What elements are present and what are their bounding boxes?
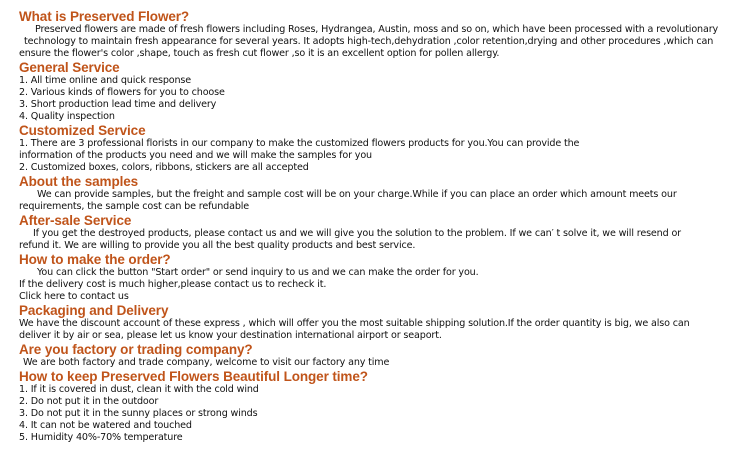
- heading-what-is-preserved-flower: What is Preserved Flower?: [19, 9, 190, 24]
- heading-about-the-samples: About the samples: [19, 174, 139, 189]
- text-line: technology to maintain fresh appearance for several years. It adopts high-tech,dehydration ,color retention,drying and other procedures ,which can: [24, 36, 714, 47]
- list-item: 2. Do not put it in the outdoor: [19, 396, 159, 407]
- list-item: 1. All time online and quick response: [19, 75, 192, 86]
- text-line: If the delivery cost is much higher,please contact us to recheck it.: [19, 279, 327, 290]
- text-line: We are both factory and trade company, welcome to visit our factory any time: [23, 357, 390, 368]
- text-line: We can provide samples, but the freight and sample cost will be on your charge.While if you can place an order which amount meets our: [37, 189, 677, 200]
- text-line: requirements, the sample cost can be refundable: [19, 201, 250, 212]
- list-item: 4. Quality inspection: [19, 111, 115, 122]
- list-item: 4. It can not be watered and touched: [19, 420, 192, 431]
- heading-customized-service: Customized Service: [19, 123, 146, 138]
- heading-packaging-and-delivery: Packaging and Delivery: [19, 303, 169, 318]
- list-item: 2. Various kinds of flowers for you to choose: [19, 87, 225, 98]
- text-line: We have the discount account of these express , which will offer you the most suitable shipping solution.If the order quantity is big, we also can: [19, 318, 690, 329]
- text-line: ensure the flower's color ,shape, touch as fresh cut flower ,so it is an excellent option for pollen allergy.: [19, 48, 500, 59]
- heading-keep-flowers-longer: How to keep Preserved Flowers Beautiful Longer time?: [19, 369, 368, 384]
- text-line: Preserved flowers are made of fresh flowers including Roses, Hydrangea, Austin, moss and so on, which have been processed with a revolutionary: [35, 24, 719, 35]
- heading-how-to-make-order: How to make the order?: [19, 252, 171, 267]
- text-line: information of the products you need and we will make the samples for you: [19, 150, 372, 161]
- list-item: 3. Do not put it in the sunny places or strong winds: [19, 408, 258, 419]
- text-line: deliver it by air or sea, please let us know your destination international airport or seaport.: [19, 330, 442, 341]
- list-item: 3. Short production lead time and delivery: [19, 99, 217, 110]
- heading-general-service: General Service: [19, 60, 120, 75]
- contact-link[interactable]: Click here to contact us: [19, 291, 129, 302]
- heading-after-sale-service: After-sale Service: [19, 213, 132, 228]
- text-line: refund it. We are willing to provide you all the best quality products and best service.: [19, 240, 416, 251]
- text-line: 1. There are 3 professional florists in our company to make the customized flowers products for you.You can provide the: [19, 138, 580, 149]
- list-item: 5. Humidity 40%-70% temperature: [19, 432, 183, 443]
- text-line: 2. Customized boxes, colors, ribbons, stickers are all accepted: [19, 162, 309, 173]
- list-item: 1. If it is covered in dust, clean it with the cold wind: [19, 384, 259, 395]
- heading-factory-or-trading: Are you factory or trading company?: [19, 342, 253, 357]
- text-line: If you get the destroyed products, please contact us and we will give you the solution to the problem. If we can′ t solve it, we will resend or: [33, 228, 681, 239]
- text-line: You can click the button "Start order" or send inquiry to us and we can make the order for you.: [37, 267, 479, 278]
